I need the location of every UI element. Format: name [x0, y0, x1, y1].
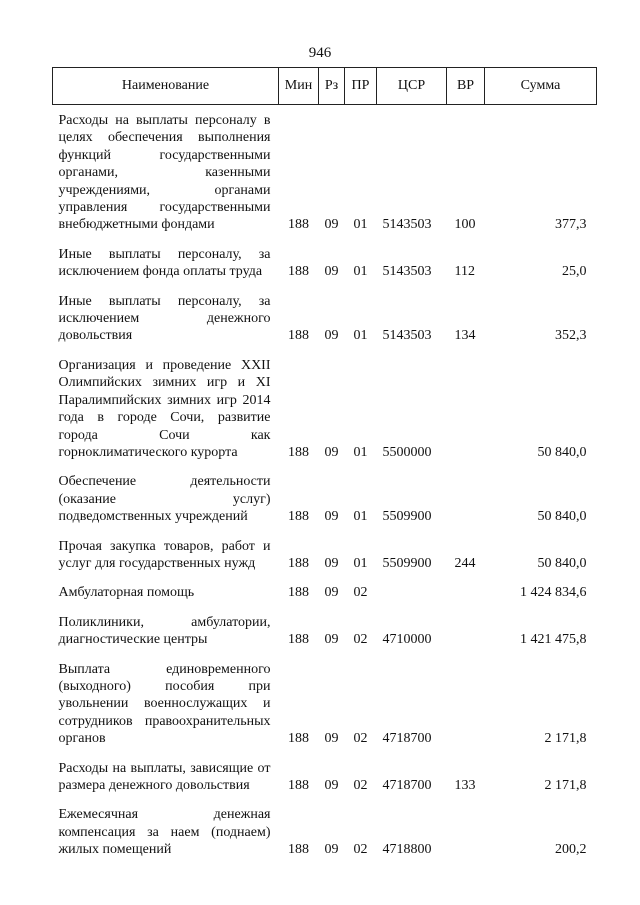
- row-min: 188: [288, 509, 309, 525]
- row-pr: 01: [353, 264, 368, 280]
- row-rz: 09: [324, 509, 339, 525]
- row-sum: 50 840,0: [537, 509, 587, 525]
- row-min: 188: [288, 731, 309, 747]
- table-row: [53, 526, 597, 573]
- row-pr: 02: [353, 842, 368, 858]
- row-vr: [447, 794, 485, 858]
- row-pr: 02: [353, 731, 368, 747]
- table-row: [53, 281, 597, 345]
- row-csr: 5143503: [382, 217, 432, 233]
- row-sum: 50 840,0: [537, 444, 587, 460]
- row-name: Иные выплаты персоналу, за исключением фонда оплаты труда: [58, 246, 271, 280]
- row-vr: 244: [454, 555, 476, 571]
- row-rz: 09: [324, 842, 339, 858]
- row-csr: 5509900: [382, 509, 432, 525]
- row-pr: 01: [353, 328, 368, 344]
- row-sum: 377,3: [555, 217, 587, 233]
- row-min: 188: [288, 585, 309, 601]
- row-sum: 1 421 475,8: [520, 632, 587, 648]
- row-csr: 4710000: [382, 632, 432, 648]
- row-name: Выплата единовременного (выходного) пособия при увольнении военнослужащих и сотрудников правоохранительных органов: [58, 661, 271, 747]
- row-name: Прочая закупка товаров, работ и услуг для государственных нужд: [58, 538, 271, 571]
- row-vr: [447, 649, 485, 748]
- page-number: 946: [308, 45, 332, 61]
- row-min: 188: [288, 264, 309, 280]
- row-min: 188: [288, 778, 309, 793]
- header-sum: Сумма: [485, 68, 597, 105]
- table-row: [53, 105, 597, 234]
- header-rz: Рз: [319, 68, 345, 105]
- row-sum: 1 424 834,6: [520, 585, 587, 601]
- header-pr: ПР: [345, 68, 377, 105]
- table-row: [53, 794, 597, 858]
- row-min: 188: [288, 632, 309, 648]
- table-row: [53, 602, 597, 649]
- row-sum: 25,0: [562, 264, 587, 280]
- row-min: 188: [288, 555, 309, 571]
- row-vr: 133: [454, 778, 476, 793]
- row-pr: 02: [353, 632, 368, 648]
- header-min: Мин: [279, 68, 319, 105]
- table-header-row: [53, 68, 597, 105]
- row-min: 188: [288, 217, 309, 233]
- row-rz: 09: [324, 731, 339, 747]
- row-csr: [377, 572, 447, 601]
- row-vr: [447, 461, 485, 525]
- row-pr: 01: [353, 217, 368, 233]
- row-pr: 01: [353, 509, 368, 525]
- row-csr: 4718800: [382, 842, 432, 858]
- row-csr: 4718700: [382, 778, 432, 793]
- row-name: Расходы на выплаты персоналу в целях обеспечения выполнения функций государственными органами, казенными учреждениями, органами управления государственными внебюджетными фондами: [58, 113, 271, 233]
- row-rz: 09: [324, 632, 339, 648]
- row-rz: 09: [324, 217, 339, 233]
- row-rz: 09: [324, 778, 339, 793]
- row-min: 188: [288, 444, 309, 460]
- header-vr: ВР: [447, 68, 485, 105]
- row-vr: 112: [454, 264, 475, 280]
- table-row: [53, 461, 597, 525]
- row-name: Поликлиники, амбулатории, диагностические центры: [58, 614, 271, 648]
- row-sum: 352,3: [555, 328, 587, 344]
- row-min: 188: [288, 842, 309, 858]
- row-vr: [447, 572, 485, 601]
- row-name: Расходы на выплаты, зависящие от размера денежного довольствия: [58, 760, 271, 793]
- header-name: Наименование: [53, 68, 279, 105]
- row-name: Обеспечение деятельности (оказание услуг) подведомственных учреждений: [58, 474, 271, 525]
- row-name: Иные выплаты персоналу, за исключением денежного довольствия: [58, 293, 271, 344]
- table-row: [53, 572, 597, 601]
- row-min: 188: [288, 328, 309, 344]
- row-rz: 09: [324, 585, 339, 601]
- row-pr: 01: [353, 444, 368, 460]
- row-name: Амбулаторная помощь: [58, 585, 195, 601]
- row-csr: 5500000: [382, 444, 432, 460]
- row-csr: 5143503: [382, 328, 432, 344]
- row-rz: 09: [324, 264, 339, 280]
- row-vr: [447, 602, 485, 649]
- row-csr: 5143503: [382, 264, 432, 280]
- budget-table: [52, 67, 597, 859]
- row-sum: 2 171,8: [544, 731, 587, 747]
- row-csr: 5509900: [382, 555, 432, 571]
- row-vr: 100: [454, 217, 476, 233]
- header-csr: ЦСР: [377, 68, 447, 105]
- row-rz: 09: [324, 555, 339, 571]
- row-rz: 09: [324, 328, 339, 344]
- row-rz: 09: [324, 444, 339, 460]
- table-row: [53, 748, 597, 795]
- row-vr: [447, 345, 485, 461]
- table-row: [53, 345, 597, 461]
- row-sum: 200,2: [555, 842, 587, 858]
- row-name: Ежемесячная денежная компенсация за наем (поднаем) жилых помещений: [58, 807, 271, 858]
- row-sum: 2 171,8: [544, 778, 587, 793]
- row-vr: 134: [454, 328, 476, 344]
- row-pr: 01: [353, 555, 368, 571]
- row-csr: 4718700: [382, 731, 432, 747]
- table-row: [53, 649, 597, 748]
- row-name: Организация и проведение XXII Олимпийских зимних игр и XI Паралимпийских зимних игр 2014 года в городе Сочи, развитие города Сочи как горноклиматического курорта: [58, 357, 271, 460]
- table-row: [53, 234, 597, 281]
- row-pr: 02: [353, 585, 368, 601]
- row-pr: 02: [353, 778, 368, 793]
- row-sum: 50 840,0: [537, 555, 587, 571]
